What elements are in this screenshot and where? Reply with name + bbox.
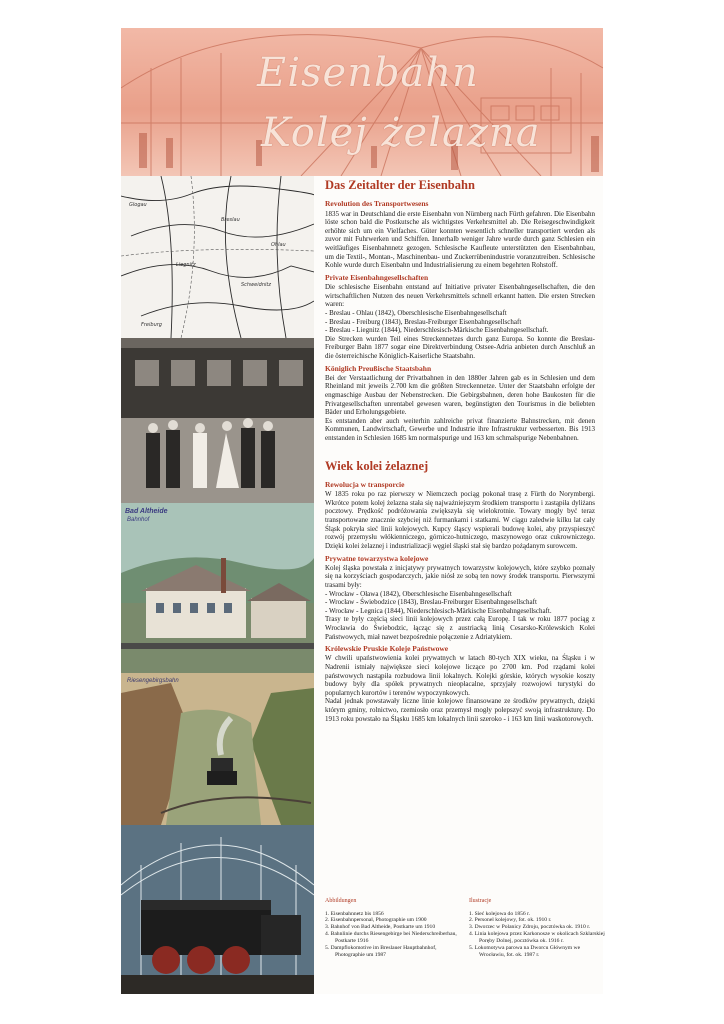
credits-german-heading: Abbildungen [325,898,357,904]
riesengebirge-postcard [121,673,314,825]
banner-title-german: Eisenbahn [257,50,479,96]
riesengebirge-caption: Riesengebirgsbahn [127,678,179,684]
railway-staff-photo [121,338,314,503]
svg-text:Glogau: Glogau [129,202,147,208]
banner [121,28,603,176]
german-s3-text2: Es entstanden aber auch weiterhin zahlreiche privat finanzierte Bahnstrecken, mit denen Kommunen, Landwirtschaft, Gewerbe und Industrie ihre Infrastruktur verbesserten. Bis 1913 entstanden in Schlesien 1685 km normalspurige und 163 km schmalspurige Nebenbahnen. [325,416,595,443]
polish-route-3: - Wrocław - Legnica (1844), Niederschlesisch-Märkische Eisenbahngesellschaft. [325,606,552,615]
polish-title: Wiek kolei żelaznej [325,458,429,473]
polish-s3-heading: Królewskie Pruskie Koleje Państwowe [325,644,449,654]
bad-altheide-postcard [121,503,314,673]
credit-pl-5: 5. Lokomotywa parowa na Dworcu Głównym we Wrocławiu, fot. ok. 1987 r. [469,945,581,959]
locomotive-photo [121,825,314,994]
poster [121,28,603,994]
credit-de-1: 1. Eisenbahnnetz bis 1856 [325,910,384,917]
polish-s1-heading: Rewolucja w transporcie [325,480,405,490]
german-s2-heading: Private Eisenbahngesellschaften [325,272,429,282]
german-s2-text: Die schlesische Eisenbahn entstand auf Initiative privater Eisenbahngesellschaften, die den wirtschaftlichen Nutzen des neuen Verkehrsmittels schnell erkannt hatten. Die ersten Strecken waren: [325,283,595,309]
german-s1-heading: Revolution des Transportwesens [325,199,429,209]
polish-s3-text: W chwili upaństwowienia kolei prywatnych w latach 80-tych XIX wieku, na Śląsku i w Nadrenii istniały największe sieci kolejowe liczące po 2700 km. Pod rządami kolei państwowych nastąpiła rozbudowa linii lokalnych. Kolejki górskie, których wysokie koszty budowy były dla spółek prywatnych nieopłacalne, sprzyjały rozwojowi turystyki do popularnych kurortów i terenów wypoczynkowych. [325,654,595,697]
credits-german [325,898,463,959]
credit-de-5: 5. Dampflokomotive im Breslauer Hauptbahnhof, Photographie um 1987 [325,945,437,959]
svg-text:Ohlau: Ohlau [271,242,286,248]
credit-de-2: 2. Eisenbahnpersonal, Photographie um 1900 [325,917,427,924]
polish-s1-text: W 1835 roku po raz pierwszy w Niemczech pociąg pokonał trasę z Fürth do Norymbergi. Wkrótce potem kolej żelazna stała się najważniejszym środkiem transportu i zastąpiła dyliżans pocztowy. Prędkość podróżowania zwiększyła się wielokrotnie. Towary mogły być teraz transportowane znacznie szybciej niż furmankami i statkami. W ciągu zaledwie kilku lat cały Śląsk pokryła sieć linii kolejowych. Kupcy śląscy wspierali budowę kolei, aby przyspieszyć rozwój przemysłu włókienniczego, górniczo-hutniczego, maszynowego oraz cukrowniczego. Dzięki kolei żelaznej i industrializacji węgiel śląski stał się bardzo pożądanym surowcem. [325,490,595,550]
german-title: Das Zeitalter der Eisenbahn [325,178,475,192]
svg-text:Freiburg: Freiburg [141,322,162,328]
credits-polish-heading: Ilustracje [469,898,492,904]
polish-s2-heading: Prywatne towarzystwa kolejowe [325,553,429,563]
german-s3-text: Bei der Verstaatlichung der Privatbahnen in den 1880er Jahren gab es in Schlesien und dem Rheinland mit jeweils 2.700 km die größten Streckennetze. Unter der Staatsbahn erfolgte der engmaschige Ausbau der Nebenstrecken. Die Gebirgsbahnen, deren hohe Baukosten für die Privatgesellschaften unrentabel gewesen waren, begünstigten den Tourismus in die beliebten Bäder und Erholungsgebiete. [325,373,595,417]
svg-text:Breslau: Breslau [221,217,240,223]
credit-pl-2: 2. Personel kolejowy, fot. ok. 1910 r. [469,917,552,924]
railway-network-map [121,176,314,338]
german-route-1: - Breslau - Ohlau (1842), Oberschlesische Eisenbahngesellschaft [325,308,507,317]
svg-text:Liegnitz: Liegnitz [176,262,196,268]
credit-pl-1: 1. Sieć kolejowa do 1856 r. [469,910,531,917]
credit-de-3: 3. Bahnhof von Bad Altheide, Postkarte um 1910 [325,924,436,931]
polish-route-1: - Wrocław - Oława (1842), Oberschlesische Eisenbahngesellschaft [325,589,512,598]
german-route-3: - Breslau - Liegnitz (1844), Niederschlesisch-Märkische Eisenbahngesellschaft. [325,326,549,335]
credits-polish [469,898,607,959]
banner-title-polish: Kolej żelazna [261,110,541,156]
credit-pl-4: 4. Linia kolejowa przez Karkonosze w okolicach Szklarskiej Poręby Dolnej, pocztówka ok. 1916 r. [469,931,605,945]
polish-route-2: - Wrocław - Świebodzice (1843), Breslau-Freiburger Eisenbahngesellschaft [325,598,537,607]
credit-pl-3: 3. Dworzec w Polanicy Zdroju, pocztówka ok. 1910 r. [469,924,591,931]
german-s2-text2: Die Strecken wurden Teil eines Streckennetzes durch ganz Europa. So konnte die Breslau-Freiburger Bahn 1877 sogar eine Direktverbindung Ostsee-Adria anbieten durch Anschluß an die österreichische Königlich-Kaiserliche Staatsbahn. [325,334,595,360]
text-column [325,178,595,723]
german-s1-text: 1835 war in Deutschland die erste Eisenbahn von Nürnberg nach Fürth gefahren. Die Eisenbahn löste schon bald die Postkutsche als wichtigstes Verkehrsmittel ab. Die Reisegeschwindigkeit erhöhte sich um ein Vielfaches. Güter konnten wesentlich schneller transportiert werden als zuvor mit Fuhrwerken und Schiffen. Innerhalb weniger Jahre wurde durch ganz Schlesien ein weitläufiges Eisenbahnnetz gezogen. Schlesische Kaufleute unterstützten den Eisenbahnbau, um die Textil-, Montan-, Maschinenbau- und Zuckerrübenindustrie voranzutreiben. Schlesische Kohle wurde durch Eisenbahn und Industrialisierung zu einem begehrten Rohstoff. [325,209,595,270]
polish-s3-text2: Nadal jednak powstawały liczne linie kolejowe finansowane ze środków prywatnych, dzięki którym gminy, rolnictwo, rzemiosło oraz przemysł mogły polepszyć swoją infrastrukturę. Do 1913 roku powstało na Śląsku 1685 km lokalnych linii szeroko - i 163 km linii waskotorowych. [325,697,595,723]
postcard-caption-sub: Bahnhof [127,517,150,523]
photo-column [121,176,314,994]
german-s3-heading: Königlich Preußische Staatsbahn [325,363,432,373]
polish-s2-text: Kolej śląska powstała z inicjatywy prywatnych towarzystw kolejowych, które szybko poznały się na korzyściach gospodarczych, jakie niósł ze sobą ten nowy środek transportu. Pierwszymi trasami były: [325,563,595,589]
polish-s2-text2: Trasy te były częścią sieci linii kolejowych przez całą Europę. I tak w roku 1877 pociąg z Wrocławia do Świebodzic, łącząc się z austriacką linią Cesarsko-Królewskich Kolei Państwowych, miał nawet bezpośrednie połączenie z Adriatykiem. [325,615,595,641]
postcard-caption: Bad Altheide [125,508,168,515]
svg-text:Schweidnitz: Schweidnitz [241,282,271,288]
credit-de-4: 4. Bahnlinie durchs Riesengebirge bei Niederschreiberhau, Postkarte 1916 [325,931,457,945]
german-route-2: - Breslau - Freiburg (1843), Breslau-Freiburger Eisenbahngesellschaft [325,317,522,326]
